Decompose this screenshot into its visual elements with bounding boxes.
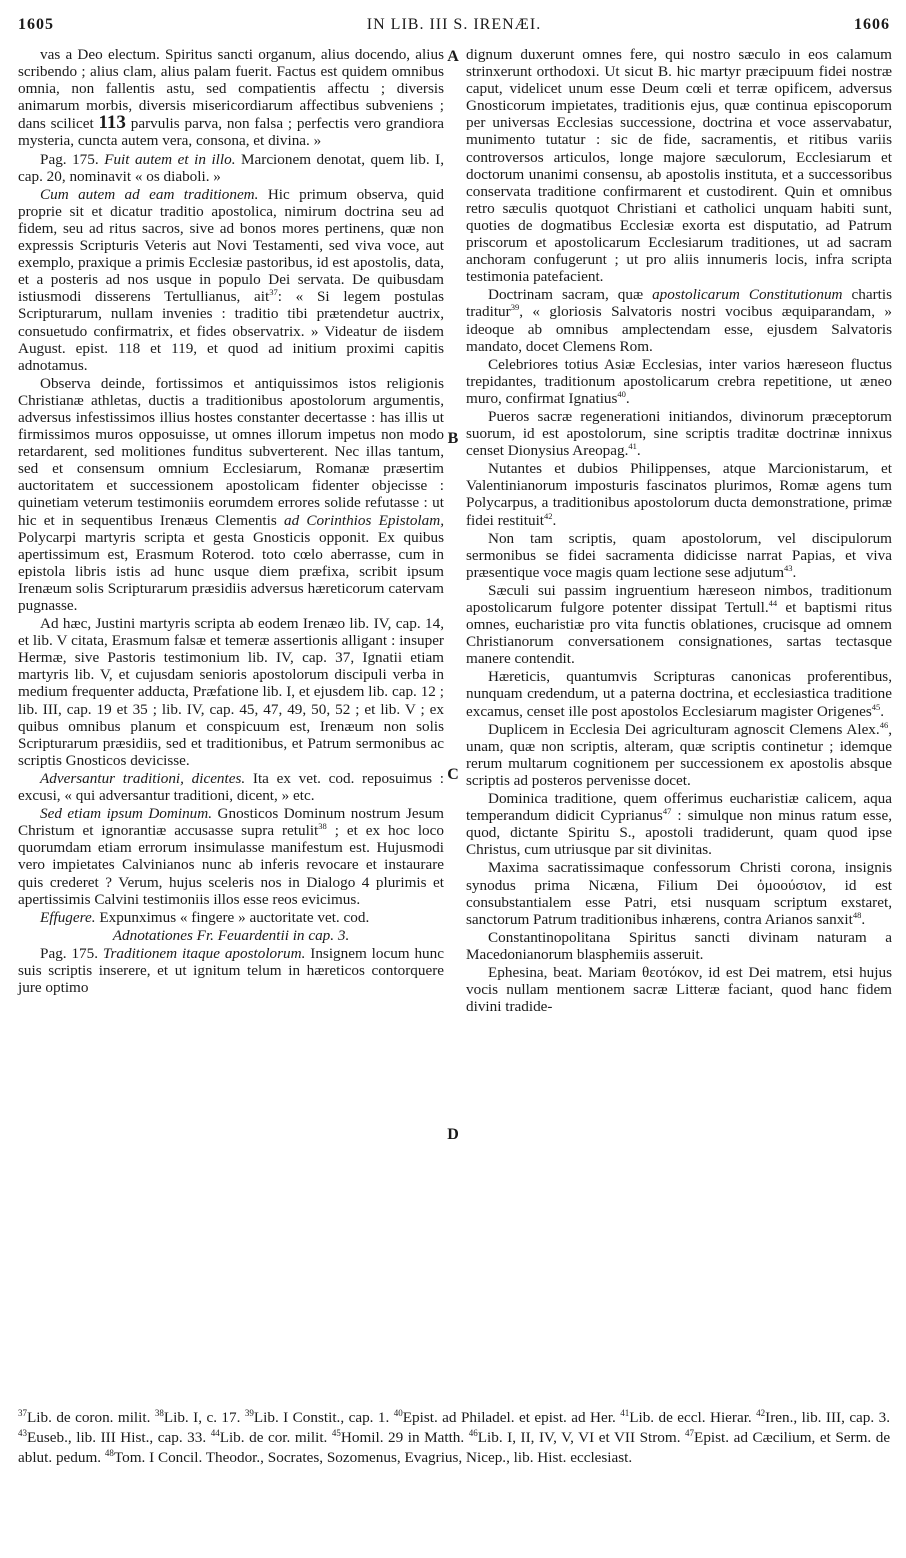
- text-run: Gnosticos Dominum nostrum Jesum Christum et ignorantiæ accusasse supra retulit: [18, 805, 444, 840]
- footnote-text: Lib. I Constit., cap. 1.: [253, 1409, 390, 1426]
- text-run: Insignem locum hunc suis scriptis inserere, et ut ignitum telum in hæreticos contorquere jure optimo: [18, 944, 444, 997]
- paragraph: [18, 909, 444, 926]
- footnotes: [18, 1408, 890, 1468]
- text-run: Duplicem in Ecclesia Dei agriculturam agnoscit Clemens Alex.: [488, 720, 880, 738]
- paragraph: [18, 945, 444, 996]
- text-run: Dominica traditione, quem offerimus eucharistiæ calicem, aqua temperandum didicit Cyprianus: [466, 790, 892, 825]
- text-run: Non tam scriptis, quam apostolorum, vel discipulorum sermonibus se fidei sacramenta didicisse narrat Papias, et viva præsentique voce magis quam lectione sese adjutum: [466, 529, 892, 581]
- text-run: Doctrinam sacram, quæ: [488, 286, 653, 304]
- paragraph: [466, 668, 892, 719]
- footnote-item: [155, 1409, 241, 1426]
- footnote-ref: 39: [510, 302, 520, 313]
- paragraph: [466, 286, 892, 354]
- text-run: vas a Deo electum. Spiritus sancti organum, alius docendo, alius scribendo ; alius clam, alius palam fuerit. Factus est quidem omnibus omnia, non fallentis astu, sed compatientis affectu ; diversis animarum morbis, diversis misericordiarum affectibus subveniens ; dans scilicet: [18, 46, 444, 133]
- text-run: .: [792, 563, 797, 581]
- text-run: Pag. 175.: [40, 150, 105, 168]
- page-header: [18, 16, 890, 40]
- margin-marker-b: B: [447, 430, 459, 447]
- footnote-ref: 47: [662, 806, 672, 817]
- text-run: dignum duxerunt omnes fere, qui nostro sæculo in eos calamum strinxerunt orthodoxi. Ut sicut B. hic martyr præcipuum fidei nostræ caput, videlicet unum esse Deum cœli et terræ opificem, adversus Gnosticorum impietates, traditionis ejus, quæ continua episcoporum per universas Ecclesias successione, doctrina et voce asservabatur, munimento tutatur : sic de fide, sacramentis, et ritibus variis controversos articulos, longe majore sæculorum, Ecclesiarum et doctorum unanimi consensu, ab apostolis instituta, et a successoribus conservata traditione confirmarent et custodirent. Quin et omnibus retro sæculis quotquot Christiani et catholici unquam habiti sunt, quoties de dogmatibus Ecclesiæ exorta est disputatio, ad Patrum priscorum et apostolicarum Ecclesiarum traditiones, ut ad sacram anchoram confugerunt ; ut pro aliis innumeris locis, infra scripta testimonia patefacient.: [466, 46, 892, 286]
- footnote-number: 43: [18, 1427, 27, 1438]
- text-run: parvulis parva, non falsa ; perfectis vero grandiora mysteria, cuncta autem vera, consona, et divina. »: [18, 115, 444, 150]
- footnote-number: 42: [756, 1407, 766, 1418]
- footnote-item: [18, 1409, 150, 1426]
- paragraph: [466, 790, 892, 858]
- text-run: Ita ex vet. cod. reposuimus : excusi, « qui adversantur traditioni, dicent, » etc.: [18, 769, 444, 805]
- margin-marker-a: A: [447, 48, 459, 65]
- paragraph: [18, 805, 444, 908]
- page-number-left: 1605: [18, 16, 54, 33]
- text-run: Celebriores totius Asiæ Ecclesias, inter varios hæreseon fluctus trepidantes, traditionum apostolicarum crebra repetitione, ut æneo muro, confirmat Ignatius: [466, 355, 892, 407]
- text-run: Ephesina, beat. Mariam θεοτόκον, id est Dei matrem, etsi hujus vocis nullam mentionem sacræ Litteræ faciant, quod hanc fidem divini tradide-: [466, 963, 892, 1016]
- text-run: .: [861, 910, 866, 928]
- footnote-item: [620, 1409, 752, 1426]
- footnote-text: Homil. 29 in Matth.: [340, 1429, 465, 1446]
- footnote-item: [332, 1429, 464, 1446]
- footnote-number: 39: [244, 1407, 254, 1418]
- text-run: , « gloriosis Salvatoris nostri vocibus æquiparandam, » ideoque ab omnibus amplectendam esse, ejusdem Salvatoris mandato, docet Clemens Rom.: [466, 303, 892, 355]
- footnote-text: Epist. ad Philadel. et epist. ad Her.: [402, 1409, 616, 1426]
- paragraph: [18, 770, 444, 804]
- footnote-item: [211, 1429, 328, 1446]
- italic-lemma: Fuit autem et in illo.: [104, 150, 236, 168]
- footnote-ref: 38: [318, 821, 327, 832]
- text-run: chartis traditur: [466, 286, 893, 321]
- paragraph: [18, 375, 444, 614]
- italic-lemma: Adversantur traditioni, dicentes.: [40, 769, 246, 787]
- footnote-number: 37: [18, 1407, 27, 1418]
- footnote-ref: 45: [871, 701, 881, 712]
- footnote-number: 45: [331, 1427, 341, 1438]
- footnote-number: 41: [620, 1407, 630, 1418]
- section-number: 113: [98, 112, 126, 134]
- text-run: Maxima sacratissimaque confessorum Christi corona, insignis synodus prima Nicæna, Filium Dei ὁμοούσιον, id est consubstantialem esse Patri, etsi nusquam scriptum exstaret, sanctorum Patrum traditionibus inhærens, contra Arianos sanxit: [466, 859, 892, 928]
- footnote-text: Lib. de eccl. Hierar.: [629, 1409, 752, 1426]
- paragraph: [466, 964, 892, 1015]
- footnote-text: Lib. I, II, IV, V, VI et VII Strom.: [477, 1429, 681, 1446]
- margin-marker-c: C: [447, 766, 459, 783]
- text-run: , unam, quæ non scriptis, alteram, quæ scriptis continetur ; idemque rerum multarum cognitionem per successionem ex apostolis absque scriptis ad posteros pervenisse docet.: [466, 720, 892, 789]
- footnote-ref: 43: [784, 562, 793, 573]
- footnote-text: Euseb., lib. III Hist., cap. 33.: [27, 1429, 207, 1446]
- text-run: .: [636, 442, 641, 460]
- paragraph: [18, 615, 444, 769]
- paragraph: [18, 46, 444, 150]
- footnote-item: [245, 1409, 389, 1426]
- footnote-number: 46: [468, 1427, 478, 1438]
- section-heading: Adnotationes Fr. Feuardentii in cap. 3.: [112, 926, 350, 944]
- italic-lemma: Effugere.: [40, 908, 96, 926]
- footnote-text: Lib. I, c. 17.: [163, 1409, 241, 1426]
- footnote-ref: 44: [768, 597, 778, 608]
- paragraph: [466, 356, 892, 407]
- footnote-ref: 40: [617, 388, 626, 399]
- paragraph: [466, 408, 892, 459]
- footnote-item: [18, 1429, 206, 1446]
- footnote-text: Epist. ad Cæcilium, et Serm. de ablut. pedum.: [18, 1429, 891, 1466]
- italic-lemma: apostolicarum Constitutionum: [652, 286, 843, 304]
- text-run: Observa deinde, fortissimos et antiquissimos istos religionis Christianæ athletas, ductis a traditionibus apostolorum argumentis, adversus infestissimos illius hostes constanter decertasse : has illis ut firmissimos muros opposuisse, ut omnes illorum impetus non modo retardarent, sed molitiones funditus subverterent. Nec illas tantum, sed et consensum omnium Ecclesiarum, Romanæ præsertim auctoritatem et successionem apostolicam fidenter objecisse : quinetiam veterum testimoniis eorumdem errores solide refutasse : ut hic et in sequentibus Irenæus Clementis: [18, 374, 444, 529]
- text-run: et baptismi ritus omnes, eucharistiæ pro vita functis oblationes, crucisque ad omnem Christianorum conversationem consignationes, sartas tectasque manere contendit.: [466, 599, 892, 668]
- text-run: .: [552, 511, 557, 529]
- footnote-ref: 46: [879, 719, 889, 730]
- text-run: Hæreticis, quantumvis Scripturas canonicas proferentibus, nunquam credendum, ut a paterna doctrina, et ecclesiastica traditione excamus, censet ille post apostolos Ecclesiarum magister Origenes: [466, 668, 892, 720]
- text-run: : simulque non minus ratum esse, quod, dictante Spiritu S., apostoli tradiderunt, quam quod ipse Christus, cum utriusque par sit divinitas.: [466, 807, 892, 859]
- footnote-number: 44: [210, 1427, 220, 1438]
- footnote-number: 40: [393, 1407, 403, 1418]
- text-run: Pueros sacræ regenerationi initiandos, divinorum præceptorum suorum, id est apostolorum, sine scriptis traditæ doctrinæ innixus censet Dionysius Areopag.: [466, 407, 892, 460]
- footnote-item: [394, 1409, 616, 1426]
- footnote-number: 47: [685, 1427, 695, 1438]
- italic-lemma: Sed etiam ipsum Dominum.: [40, 805, 213, 823]
- footnote-number: 48: [104, 1447, 114, 1458]
- footnote-text: Lib. de coron. milit.: [27, 1409, 151, 1426]
- page-number-right: 1606: [854, 16, 890, 33]
- text-run: Marcionem denotat, quem lib. I, cap. 20, nominavit « os diaboli. »: [18, 150, 445, 185]
- text-run: Constantinopolitana Spiritus sancti divinam naturam a Macedonianorum blasphemiis asseruit.: [466, 928, 892, 963]
- paragraph: [466, 460, 892, 528]
- paragraph: [466, 46, 892, 285]
- text-run: ; et ex hoc loco quorumdam etiam errorum insimulasse manifestum est. Hujusmodi vero impietates Calvinianos nunc ab inferis revocare et instaurare quis crederet ? Verum, hujus sceleris nos in Dialogo 4 plurimis et apertissimis Calvini testimoniis illos esse reos evicimus.: [18, 822, 444, 908]
- running-title: IN LIB. III S. IRENÆI.: [366, 16, 542, 33]
- footnote-ref: 42: [544, 510, 553, 521]
- text-run: Ad hæc, Justini martyris scripta ab eodem Irenæo lib. IV, cap. 14, et lib. V citata, Erasmum falsæ et temeræ assertionis alligant : insuper Hermæ, sive Pastoris testimonium lib. IV, cap. 37, Ignatii etiam martyris lib. V, et cujusdam senioris apostolorum discipuli verba in medium frequenter adducta, Præfatione lib. I, et ejusdem lib. cap. 12 ; lib. III, cap. 19 et 35 ; lib. IV, cap. 45, 47, 49, 50, 52 ; et lib. V ; ex quibus omnibus planum et conspicuum est, Irenæum non solis Scripturarum præsidiis, sed et traditionibus, et Patrum sermonibus ac scriptis Gnosticos devicisse.: [18, 615, 444, 769]
- margin-marker-d: D: [447, 1126, 459, 1143]
- text-run: Polycarpi martyris scripta et gesta Gnosticis opponit. Ex quibus apertissimum est, Erasmum Roterod. toto cœlo aberrasse, cum in epistola libris istis ad hunc usque diem præfixa, scribit ipsum Irenæum solis Scripturarum præsidiis adversus hæreticorum catervam pugnasse.: [18, 528, 444, 614]
- footnote-item: [469, 1429, 681, 1446]
- paragraph: [466, 929, 892, 963]
- footnote-item: [105, 1449, 632, 1466]
- text-run: Hic primum observa, quid proprie sit et dicatur traditio apostolica, nimirum doctrina seu ad fidem, seu ad ritus sacros, sive ad bonos mores pertinens, quæ non expressis Scripturis Veteris aut Novi Testamenti, sed viva voce, aut exemplo, praxique a primis Ecclesiæ pastoribus, id est apostolis, data, et a posteris ad nos usque in populo Dei servata. De quibusdam istiusmodi disserens Tertullianus, ait: [18, 185, 444, 306]
- footnote-item: [756, 1409, 890, 1426]
- paragraph: [18, 151, 444, 185]
- text-run: .: [625, 389, 630, 407]
- footnote-text: Iren., lib. III, cap. 3.: [765, 1409, 891, 1426]
- footnote-ref: 41: [628, 441, 637, 452]
- text-run: .: [880, 702, 885, 720]
- right-column: [466, 46, 892, 1016]
- left-column: [18, 46, 444, 997]
- paragraph: [466, 721, 892, 789]
- footnote-text: Tom. I Concil. Theodor., Socrates, Sozomenus, Evagrius, Nicep., lib. Hist. ecclesiast.: [113, 1449, 633, 1466]
- text-run: Nutantes et dubios Philippenses, atque Marcionistarum, et Valentinianorum imposturis fascinatos plurimos, Romæ agens tum Polycarpus, a traditionibus apostolorum ducta demonstratione, primæ fidei restituit: [466, 460, 892, 529]
- text-run: Sæculi sui passim ingruentium hæreseon nimbos, traditionum apostolicarum fulgore potenter dissipat Tertull.: [466, 581, 892, 616]
- italic-lemma: Cum autem ad eam traditionem.: [40, 185, 259, 203]
- footnote-text: Lib. de cor. milit.: [219, 1429, 328, 1446]
- text-run: : « Si legem postulas Scripturarum, nullam invenies : traditio tibi prætendetur auctrix, consuetudo confirmatrix, et fides observatrix. » Videatur de iisdem August. epist. 118 et 119, et quod ad initium proximi capitis adnotamus.: [18, 288, 445, 374]
- footnote-number: 38: [154, 1407, 164, 1418]
- paragraph: [466, 582, 892, 667]
- italic-lemma: ad Corinthios Epistolam,: [284, 511, 444, 529]
- footnote-ref: 48: [852, 909, 862, 920]
- paragraph: [466, 530, 892, 581]
- italic-lemma: Traditionem itaque apostolorum.: [102, 944, 306, 962]
- paragraph: [18, 186, 444, 374]
- footnote-ref: 37: [269, 287, 278, 298]
- text-run: Expunximus « fingere » auctoritate vet. cod.: [95, 908, 370, 926]
- text-run: Pag. 175.: [40, 944, 103, 962]
- paragraph: [466, 859, 892, 927]
